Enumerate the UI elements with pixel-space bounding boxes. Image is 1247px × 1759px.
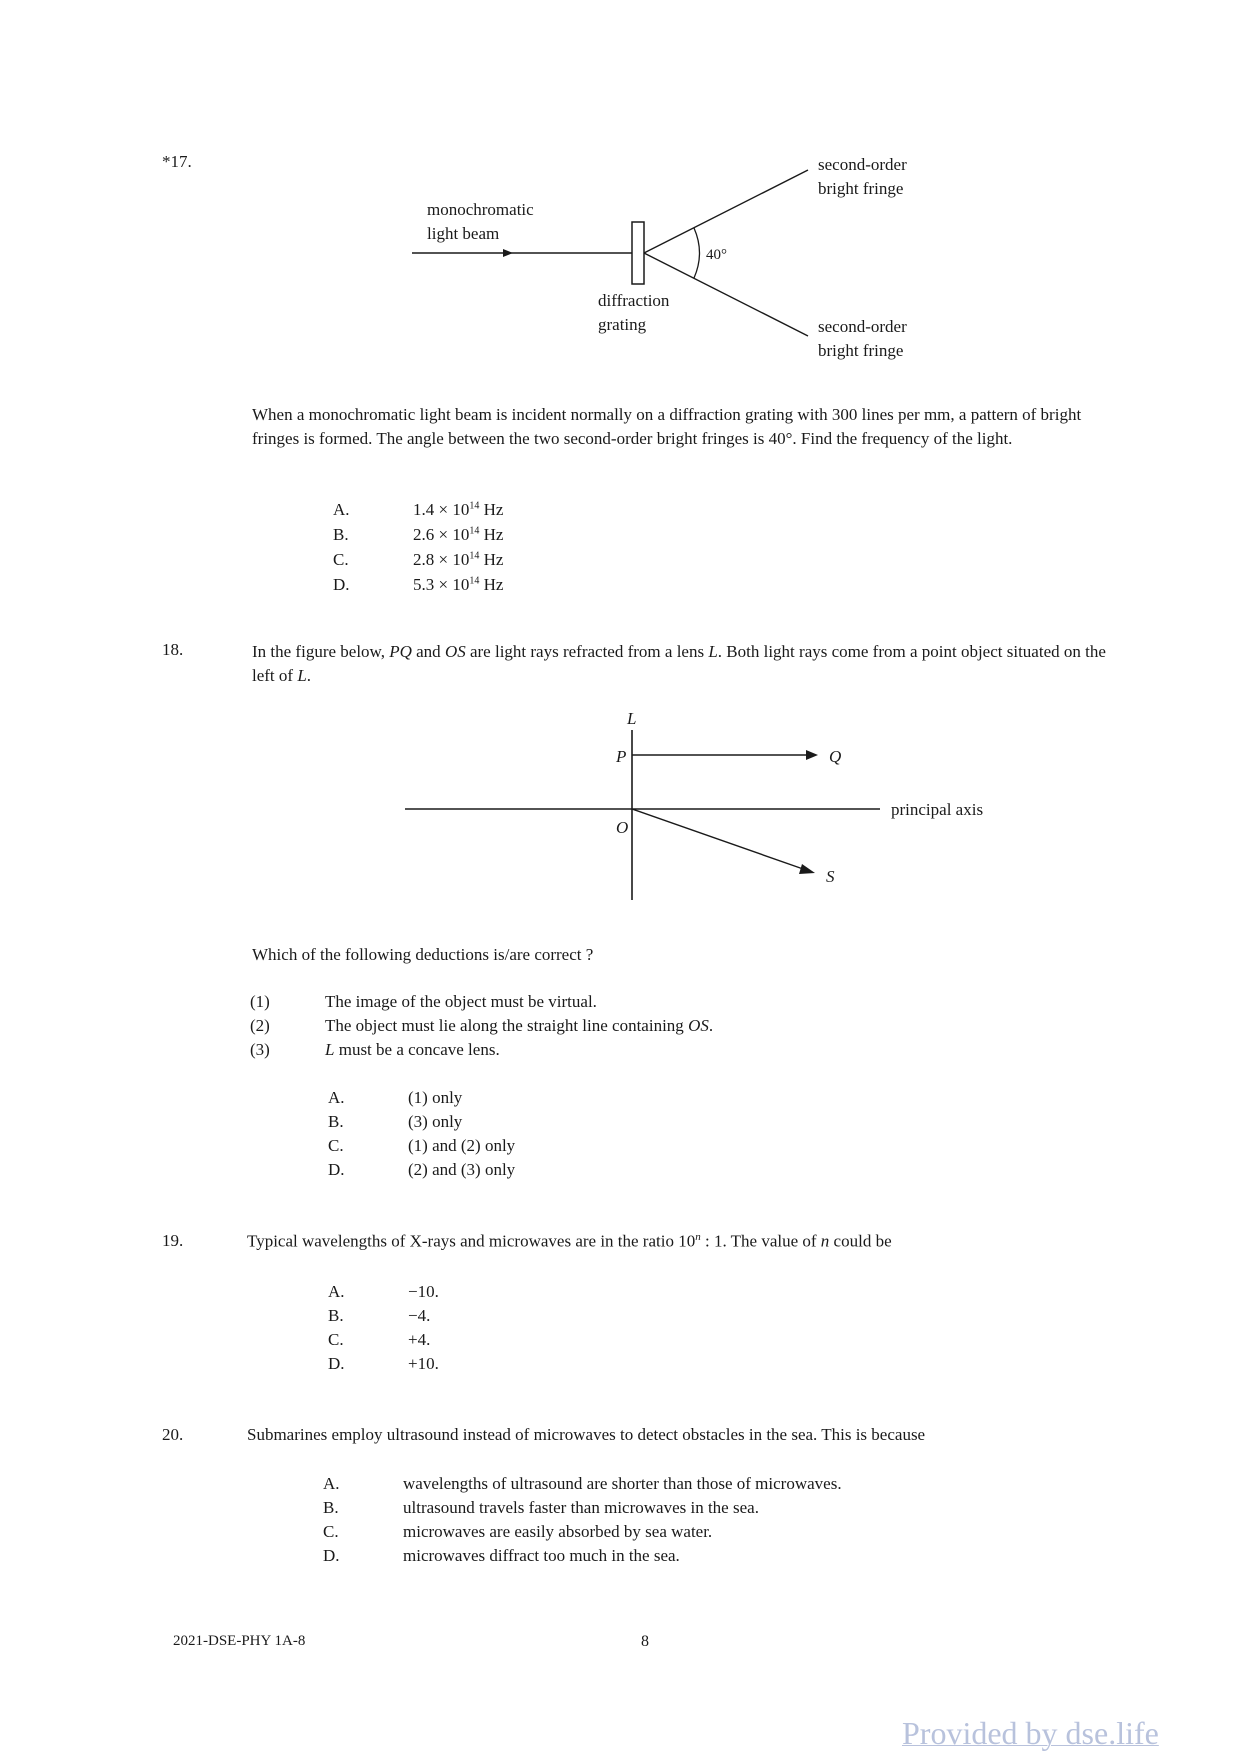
statement-text: The object must lie along the straight line containing OS.: [325, 1016, 714, 1035]
option-letter: B.: [328, 1112, 344, 1131]
option-letter: D.: [328, 1354, 345, 1373]
option-letter: D.: [333, 575, 350, 594]
option-text: +4.: [408, 1330, 431, 1349]
q17-upper-fringe-label-2: bright fringe: [818, 179, 904, 198]
option-text: (1) only: [408, 1088, 463, 1107]
option-letter: A.: [328, 1088, 345, 1107]
option-text: +10.: [408, 1354, 439, 1373]
q17-number: *17.: [162, 152, 192, 171]
q17-angle-label: 40°: [706, 247, 727, 263]
option-letter: D.: [323, 1546, 340, 1565]
statement-number: (2): [250, 1016, 270, 1035]
option-text: microwaves are easily absorbed by sea water.: [403, 1522, 713, 1541]
option-text: (3) only: [408, 1112, 463, 1131]
q17-diffraction-diagram: [0, 0, 1247, 400]
q17-beam-label-2: light beam: [427, 224, 500, 243]
q17-stem: When a monochromatic light beam is incident normally on a diffraction grating with 300 lines per mm, a pattern of bright fringes is formed. The angle between the two second-order bright fringes is 40°. Find the frequency of the light.: [252, 405, 1082, 448]
q17-beam-arrowhead: [503, 249, 513, 257]
option-letter: D.: [328, 1160, 345, 1179]
page-number: 8: [641, 1633, 649, 1650]
statement-number: (1): [250, 992, 270, 1011]
option-letter: C.: [328, 1330, 344, 1349]
q17-beam-label-1: monochromatic: [427, 200, 534, 219]
q17-grating-label-2: grating: [598, 315, 647, 334]
q18-ray-os: [632, 809, 806, 870]
q17-grating: [632, 222, 644, 284]
q18-ray-pq-arrowhead: [806, 750, 818, 760]
q19-stem: Typical wavelengths of X-rays and microwaves are in the ratio 10$^n$ : 1. The value of n could be: [247, 1231, 892, 1251]
watermark-link[interactable]: Provided by dse.life: [902, 1715, 1159, 1751]
option-text: (2) and (3) only: [408, 1160, 516, 1179]
option-letter: C.: [323, 1522, 339, 1541]
option-letter: B.: [328, 1306, 344, 1325]
option-text: −4.: [408, 1306, 431, 1325]
option-text: $1.4 \times 10^{14}$ Hz: [413, 500, 504, 519]
footer-paper-code: 2021-DSE-PHY 1A-8: [173, 1633, 306, 1649]
q18-axis-label: principal axis: [891, 800, 984, 819]
option-letter: B.: [323, 1498, 339, 1517]
option-letter: A.: [328, 1282, 345, 1301]
statement-text: The image of the object must be virtual.: [325, 992, 597, 1011]
q17-lower-fringe-label-2: bright fringe: [818, 341, 904, 360]
q18-p-label: P: [616, 747, 627, 766]
q19-number: 19.: [162, 1231, 184, 1250]
q18-o-label: O: [616, 818, 629, 837]
option-text: −10.: [408, 1282, 439, 1301]
q18-lens-diagram: [0, 700, 1247, 940]
option-text: $2.8 \times 10^{14}$ Hz: [413, 550, 504, 569]
q18-stem: In the figure below, PQ and OS are light rays refracted from a lens L. Both light rays come from a point object situated on the left of L.: [252, 642, 1106, 685]
q18-ray-os-arrowhead: [799, 864, 815, 874]
q18-lens-label: L: [627, 709, 637, 728]
option-text: ultrasound travels faster than microwaves in the sea.: [403, 1498, 759, 1517]
option-letter: A.: [323, 1474, 340, 1493]
q20-stem: Submarines employ ultrasound instead of microwaves to detect obstacles in the sea. This is because: [247, 1425, 926, 1444]
q18-q-label: Q: [829, 747, 842, 766]
statement-number: (3): [250, 1040, 270, 1059]
q18-s-label: S: [826, 867, 835, 886]
q17-angle-arc: [694, 228, 700, 278]
statement-text: L must be a concave lens.: [325, 1040, 500, 1059]
option-text: $5.3 \times 10^{14}$ Hz: [413, 575, 504, 594]
q17-upper-fringe-line: [644, 170, 808, 253]
q18-question: Which of the following deductions is/are correct ?: [252, 945, 594, 964]
option-letter: A.: [333, 500, 350, 519]
option-letter: C.: [328, 1136, 344, 1155]
option-text: (1) and (2) only: [408, 1136, 516, 1155]
q18-number: 18.: [162, 640, 184, 659]
option-letter: C.: [333, 550, 349, 569]
q17-grating-label-1: diffraction: [598, 291, 670, 310]
option-text: wavelengths of ultrasound are shorter than those of microwaves.: [403, 1474, 842, 1493]
option-text: microwaves diffract too much in the sea.: [403, 1546, 680, 1565]
q17-lower-fringe-label-1: second-order: [818, 317, 907, 336]
option-text: $2.6 \times 10^{14}$ Hz: [413, 525, 504, 544]
q20-number: 20.: [162, 1425, 184, 1444]
option-letter: B.: [333, 525, 349, 544]
q17-upper-fringe-label-1: second-order: [818, 155, 907, 174]
